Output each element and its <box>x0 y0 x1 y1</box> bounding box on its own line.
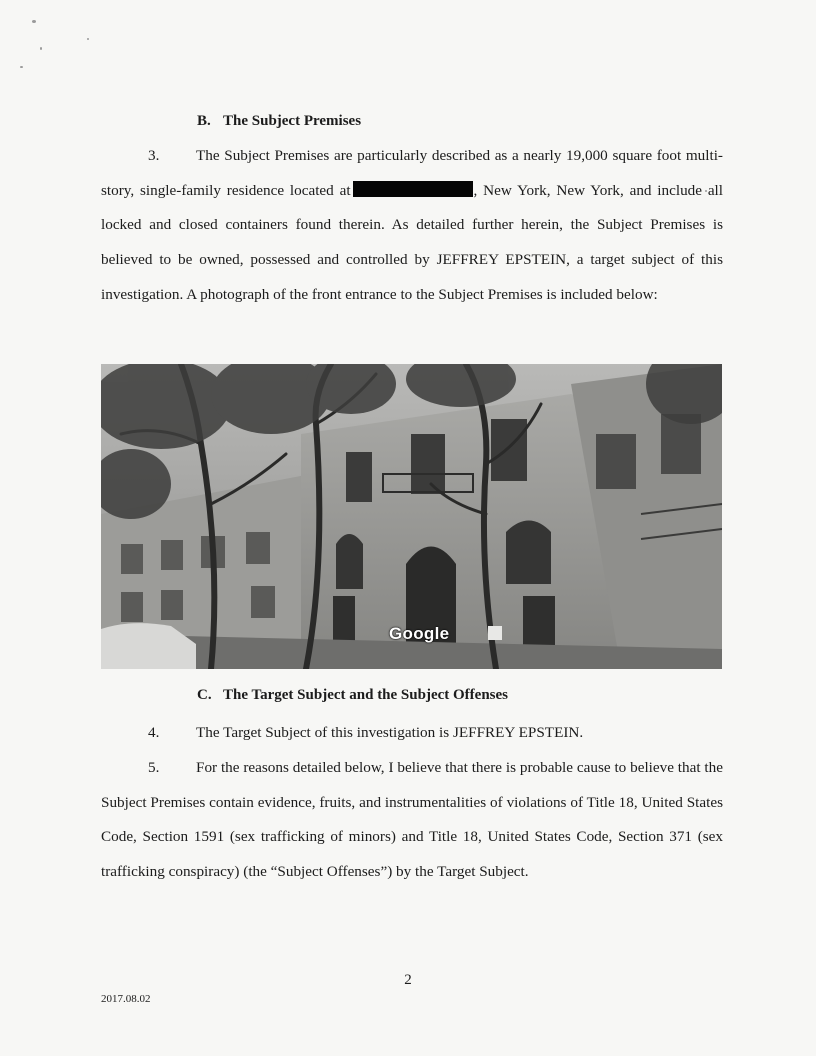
google-watermark: Google <box>389 624 450 643</box>
scan-speck <box>20 66 23 68</box>
paragraph-5-text: For the reasons detailed below, I believe that there is probable cause to believe that the Subject Premises contain evidence, fruits, and instrumentalities of violations of Title 18, United States Code, Section 1591 (sex trafficking of minors) and Title 18, United States Code, Section 371 (sex trafficking conspiracy) (the “Subject Offenses”) by the Target Subject. <box>101 759 723 881</box>
section-b-title: The Subject Premises <box>223 113 362 129</box>
scan-speck <box>40 47 42 50</box>
paragraph-3-text-part2: , New York, New York, and include all locked and closed containers found therein. As detailed further herein, the Subject Premises is believed to be owned, possessed and controlled by JEFFREY EPSTEIN, a target subject of this investigation. A photograph of the front entrance to the Subject Premises is included below: <box>101 181 723 303</box>
paragraph-5-number: 5. <box>148 759 160 776</box>
paragraph-3-number: 3. <box>148 147 160 164</box>
paragraph-3 <box>101 139 723 313</box>
paragraph-5 <box>101 751 723 890</box>
scan-speck <box>87 38 89 40</box>
redaction-block <box>353 181 473 197</box>
scan-speck <box>32 20 36 23</box>
section-c-letter: C. <box>197 687 212 703</box>
paragraph-4 <box>101 716 723 751</box>
section-c-title: The Target Subject and the Subject Offenses <box>223 687 509 703</box>
paragraph-4-number: 4. <box>148 724 160 741</box>
section-b-letter: B. <box>197 113 211 129</box>
section-b-heading <box>197 113 361 130</box>
footer-date: 2017.08.02 <box>101 993 151 1005</box>
paragraph-3-text-part1: The Subject Premises are particularly described as a nearly 19,000 square foot multi-story, single-family residence located at <box>101 147 723 199</box>
front-entrance-photo <box>101 364 722 669</box>
paragraph-4-text: The Target Subject of this investigation is JEFFREY EPSTEIN. <box>196 724 584 741</box>
section-c-heading <box>197 687 508 704</box>
page-number: 2 <box>404 972 412 988</box>
